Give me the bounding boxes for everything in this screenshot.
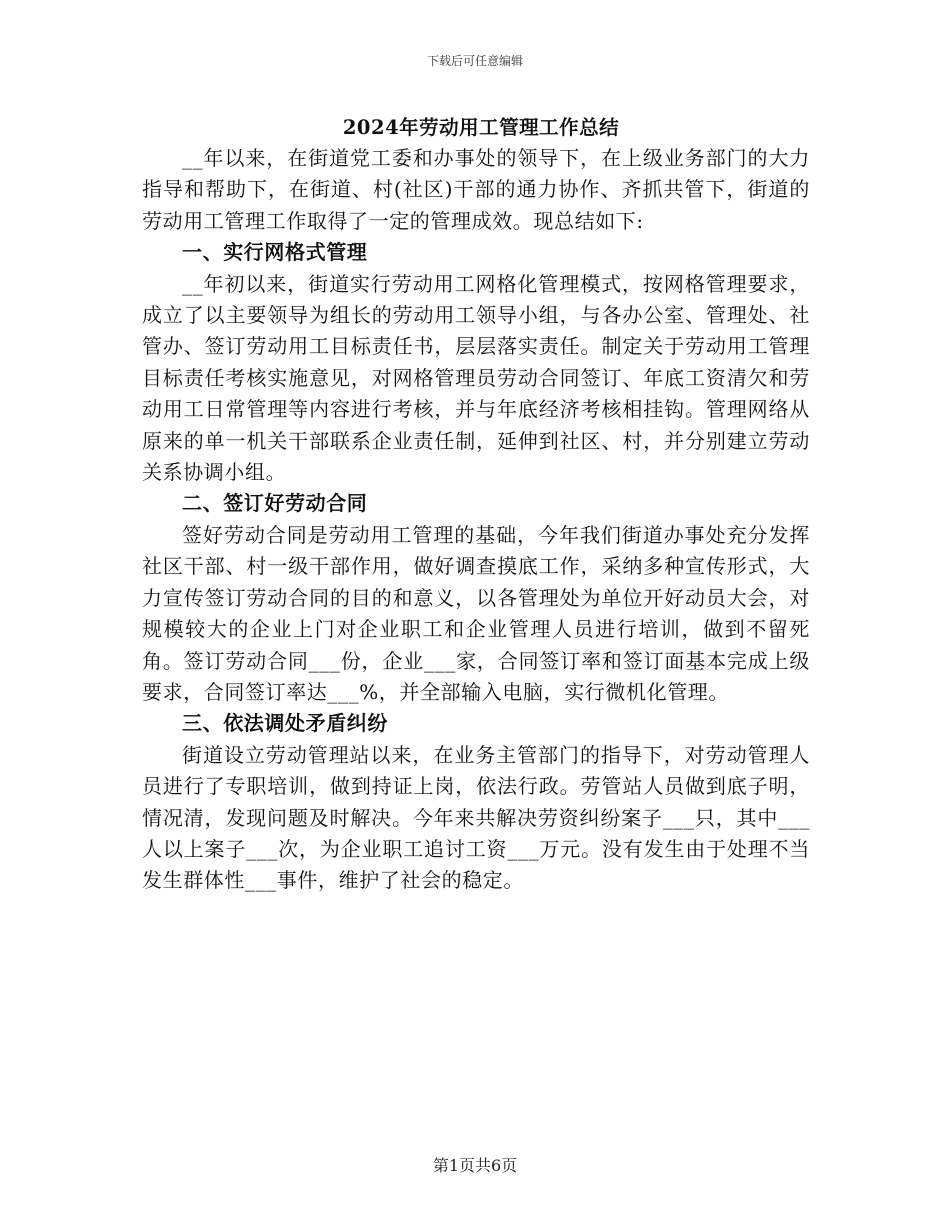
section-heading: 三、依法调处矛盾纠纷 xyxy=(182,711,388,736)
section-paragraph: 签好劳动合同是劳动用工管理的基础，今年我们街道办事处充分发挥社区干部、村一级干部作用，做好调查摸底工作，采纳多种宣传形式，大力宣传签订劳动合同的目的和意义，以各管理处为单位开好动员大会，对规模较大的企业上门对企业职工和企业管理人员进行培训，做到不留死角。签订劳动合同___份，企业___家，合同签订率和签订面基本完成上级要求，合同签订率达___%，并全部输入电脑，实行微机化管理。 xyxy=(142,522,810,704)
document-title: 2024年劳动用工管理工作总结 xyxy=(342,116,620,139)
section-heading: 二、签订好劳动合同 xyxy=(182,491,368,516)
intro-paragraph: __年以来，在街道党工委和办事处的领导下，在上级业务部门的大力指导和帮助下，在街道、村(社区)干部的通力协作、齐抓共管下，街道的劳动用工管理工作取得了一定的管理成效。现总结如下: xyxy=(142,146,810,233)
section-paragraph: __年初以来，街道实行劳动用工网格化管理模式，按网格管理要求，成立了以主要领导为组长的劳动用工领导小组，与各办公室、管理处、社管办、签订劳动用工目标责任书，层层落实责任。制定关于劳动用工管理目标责任考核实施意见，对网格管理员劳动合同签订、年底工资清欠和劳动用工日常管理等内容进行考核，并与年底经济考核相挂钩。管理网络从原来的单一机关干部联系企业责任制，延伸到社区、村，并分别建立劳动关系协调小组。 xyxy=(142,271,810,485)
section-3 xyxy=(142,708,810,896)
section-heading: 一、实行网格式管理 xyxy=(182,240,368,265)
page-header-note: 下载后可任意编辑 xyxy=(426,54,523,68)
page-number: 第1页共6页 xyxy=(432,1156,518,1175)
document-body xyxy=(142,113,810,897)
section-1 xyxy=(142,237,810,488)
section-paragraph: 街道设立劳动管理站以来，在业务主管部门的指导下，对劳动管理人员进行了专职培训，做到持证上岗，依法行政。劳管站人员做到底子明，情况清，发现问题及时解决。今年来共解决劳资纠纷案子___只，其中___人以上案子___次，为企业职工追讨工资___万元。没有发生由于处理不当发生群体性___事件，维护了社会的稳定。 xyxy=(142,742,810,893)
section-2 xyxy=(142,488,810,708)
